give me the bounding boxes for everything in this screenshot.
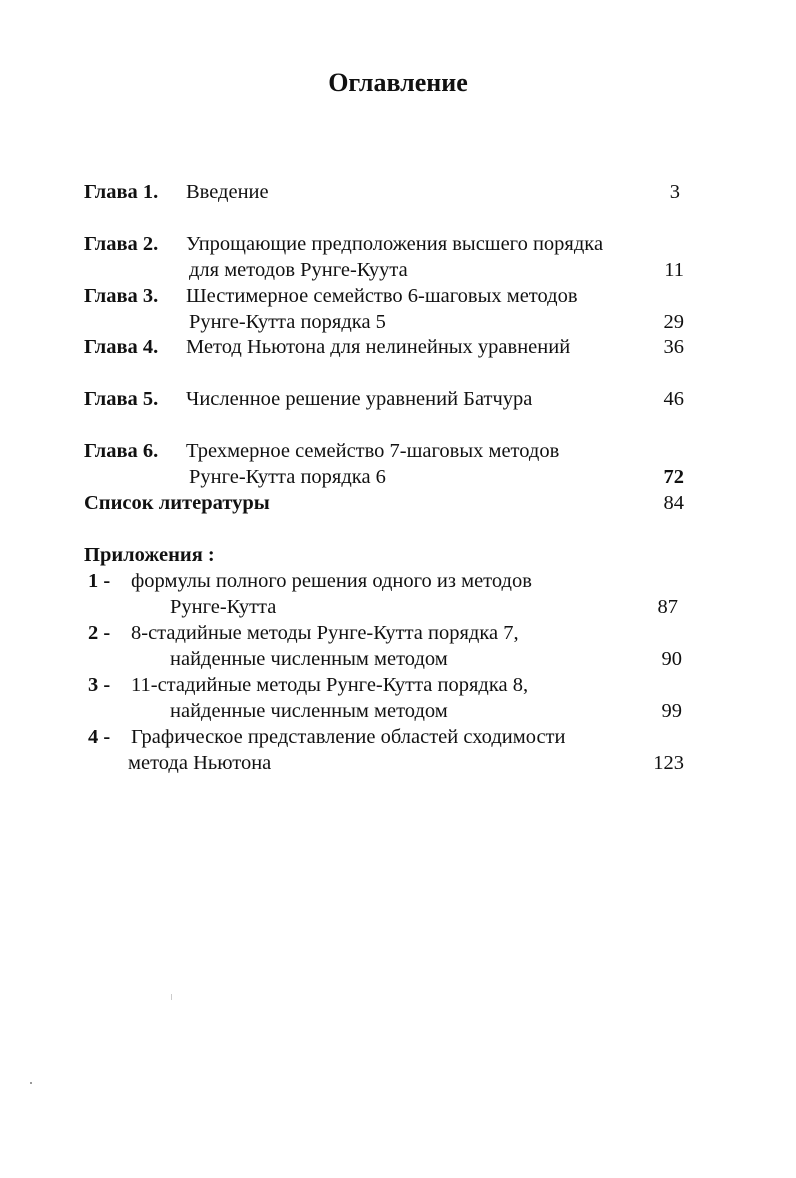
page-number: 29 bbox=[663, 311, 684, 333]
appendix-title-continued: метода Ньютона bbox=[128, 752, 272, 774]
page-number: 3 bbox=[669, 181, 680, 203]
chapter-title: Численное решение уравнений Батчура bbox=[186, 388, 533, 410]
appendix-title-continued: найденные численным методом bbox=[170, 700, 448, 722]
appendix-title: 8-стадийные методы Рунге-Кутта порядка 7, bbox=[131, 622, 519, 644]
page-title: Оглавление bbox=[328, 68, 468, 97]
page-number: 11 bbox=[664, 259, 684, 281]
chapter-label: Глава 6. bbox=[84, 440, 159, 462]
chapter-title: Трехмерное семейство 7-шаговых методов bbox=[186, 440, 560, 462]
chapter-label: Глава 1. bbox=[84, 181, 159, 203]
appendix-title: Графическое представление областей сходимости bbox=[131, 726, 566, 748]
page-number: 46 bbox=[663, 388, 684, 410]
page-number: 36 bbox=[663, 336, 684, 358]
bibliography-label: Список литературы bbox=[84, 492, 270, 514]
chapter-title: Введение bbox=[186, 181, 269, 203]
page-number: 84 bbox=[663, 492, 684, 514]
scan-speck bbox=[171, 994, 172, 1000]
chapter-title: Метод Ньютона для нелинейных уравнений bbox=[186, 336, 571, 358]
chapter-label: Глава 2. bbox=[84, 233, 159, 255]
appendices-heading: Приложения : bbox=[84, 544, 215, 566]
scan-speck bbox=[30, 1082, 32, 1084]
page-number: 87 bbox=[657, 596, 678, 618]
appendix-title: формулы полного решения одного из методов bbox=[131, 570, 532, 592]
chapter-label: Глава 4. bbox=[84, 336, 159, 358]
chapter-title-continued: для методов Рунге-Куута bbox=[189, 259, 408, 281]
chapter-label: Глава 5. bbox=[84, 388, 159, 410]
chapter-label: Глава 3. bbox=[84, 285, 159, 307]
appendix-title: 11-стадийные методы Рунге-Кутта порядка 8, bbox=[131, 674, 529, 696]
appendix-label: 4 - bbox=[88, 726, 111, 748]
page-number: 72 bbox=[663, 466, 684, 488]
appendix-label: 1 - bbox=[88, 570, 111, 592]
chapter-title: Шестимерное семейство 6-шаговых методов bbox=[186, 285, 578, 307]
appendix-title-continued: найденные численным методом bbox=[170, 648, 448, 670]
appendix-label: 3 - bbox=[88, 674, 111, 696]
appendix-label: 2 - bbox=[88, 622, 111, 644]
page-number: 99 bbox=[661, 700, 682, 722]
page-number: 90 bbox=[661, 648, 682, 670]
chapter-title-continued: Рунге-Кутта порядка 6 bbox=[189, 466, 386, 488]
chapter-title-continued: Рунге-Кутта порядка 5 bbox=[189, 311, 386, 333]
chapter-title: Упрощающие предположения высшего порядка bbox=[186, 233, 604, 255]
appendix-title-continued: Рунге-Кутта bbox=[170, 596, 277, 618]
page-number: 123 bbox=[653, 752, 684, 774]
